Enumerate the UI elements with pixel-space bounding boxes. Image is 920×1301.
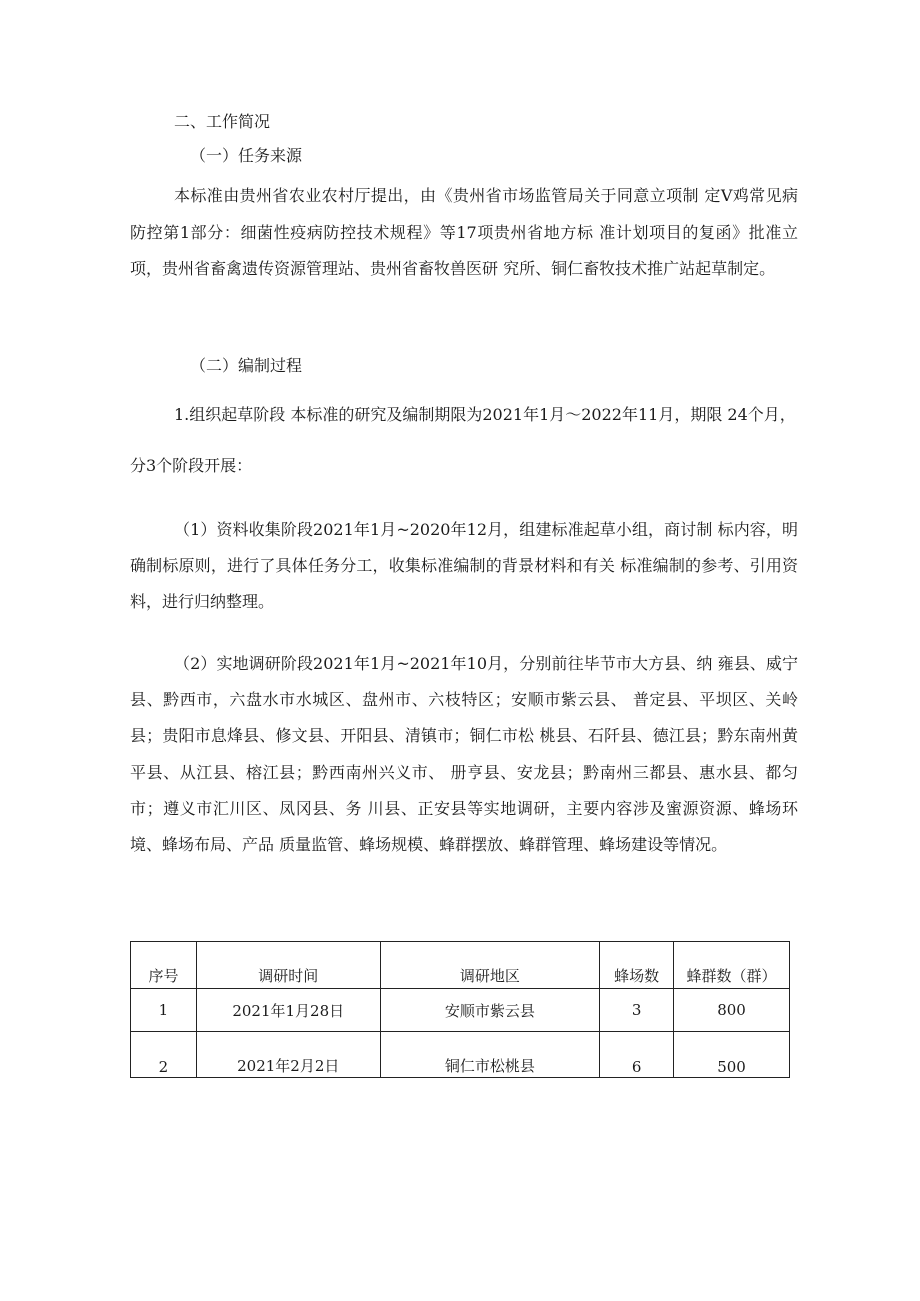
stage-intro-continued: 分3个阶段开展： xyxy=(130,456,253,475)
stage-intro-line: 1.组织起草阶段 本标准的研究及编制期限为2021年1月～2022年11月，期限 24个月， xyxy=(174,405,796,424)
header-index: 序号 xyxy=(131,942,197,989)
cell-region: 安顺市紫云县 xyxy=(380,989,600,1032)
subsection-task-source: （一）任务来源 xyxy=(190,146,303,165)
cell-date: 2021年2月2日 xyxy=(196,1032,380,1078)
task-source-paragraph: 本标准由贵州省农业农村厅提出，由《贵州省市场监管局关于同意立项制 定V鸡常见病防控第1部分：细菌性疫病防控技术规程》等17项贵州省地方标 准计划项目的复函》批准立项，贵州省畜禽遗传资源管理站、贵州省畜牧兽医研 究所、铜仁畜牧技术推广站起草制定。 xyxy=(130,186,798,278)
cell-index: 1 xyxy=(131,989,197,1032)
step2-paragraph: （2）实地调研阶段2021年1月~2021年10月，分别前往毕节市大方县、纳 雍县、威宁县、黔西市，六盘水市水城区、盘州市、六枝特区；安顺市紫云县、 普定县、平坝区、关岭县；贵阳市息烽县、修文县、开阳县、清镇市；铜仁市松 桃县、石阡县、德江县；黔东南州黄平县、从江县、榕江县；黔西南州兴义市、 册亨县、安龙县；黔南州三都县、惠水县、都匀市；遵义市汇川区、凤冈县、务 川县、正安县等实地调研，主要内容涉及蜜源资源、蜂场环境、蜂场布局、产品 质量监管、蜂场规模、蜂群摆放、蜂群管理、蜂场建设等情况。 xyxy=(130,654,798,855)
header-colony-count: 蜂群数（群） xyxy=(674,942,790,989)
cell-farm-count: 3 xyxy=(600,989,674,1032)
section-heading: 二、工作简况 xyxy=(174,112,271,131)
cell-index: 2 xyxy=(131,1032,197,1078)
cell-region: 铜仁市松桃县 xyxy=(380,1032,600,1078)
header-farm-count: 蜂场数 xyxy=(600,942,674,989)
cell-colony-count: 500 xyxy=(674,1032,790,1078)
table-row xyxy=(131,1032,790,1078)
header-region: 调研地区 xyxy=(380,942,600,989)
table-header-row xyxy=(131,942,790,989)
header-date: 调研时间 xyxy=(196,942,380,989)
survey-table xyxy=(130,941,790,1078)
step1-paragraph: （1）资料收集阶段2021年1月~2020年12月，组建标准起草小组，商讨制 标内容，明确制标原则，进行了具体任务分工，收集标准编制的背景材料和有关 标准编制的参考、引用资料，进行归纳整理。 xyxy=(130,520,798,612)
cell-date: 2021年1月28日 xyxy=(196,989,380,1032)
cell-farm-count: 6 xyxy=(600,1032,674,1078)
table-row xyxy=(131,989,790,1032)
cell-colony-count: 800 xyxy=(674,989,790,1032)
subsection-process: （二）编制过程 xyxy=(190,356,303,375)
